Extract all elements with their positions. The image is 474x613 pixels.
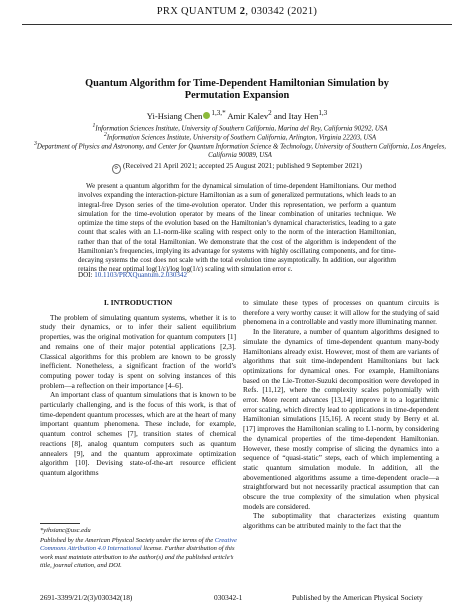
author-name: Amir Kalev [227,110,269,121]
doi-line [78,271,187,279]
affiliation-number: 2 [103,132,107,138]
abstract [78,182,396,275]
author-superscript: 1,3 [318,109,328,117]
dates-text: (Received 21 April 2021; accepted 25 August 2021; published 9 September 2021) [123,161,362,170]
author-conjunction: and [273,110,287,121]
license-text: Published by the American Physical Society under the terms of the [40,537,215,545]
check-for-updates-icon[interactable]: ⟳ [112,164,121,174]
license-link[interactable]: Creative Commons Attribution 4.0 International [40,537,237,553]
running-header [0,6,474,17]
header-rule [22,24,452,25]
license-note [40,537,238,570]
article-number: , 030342 (2021) [245,6,318,17]
paragraph: In the literature, a number of quantum algorithms designed to simulate the dynamics of time-dependent quantum many-body Hamiltonians already exist. However, most of them are variants of algorithms that suit time-independent Hamiltonians but lack optimizations for dynamical ones. For example, Hamiltonians based on the Lie-Trotter-Suzuki decomposition were developed in Refs. [11,12], where the complexity scales polynomially with error. More recent advances [13,14] improve it to a logarithmic error scaling, which directly lead to applications in time-dependent Hamiltonian simulations [15,16]. A recent study by Berry et al. [17] improves the Hamiltonian scaling to L1-norm, by considering the dynamical properties of the time-dependent Hamiltonian. However, these mostly comprise of slicing the dynamics into a sequence of “quasi-static” steps, each of which implementing a static quantum simulation module. In addition, all the abovementioned algorithms assume a time-dependent oracle—a straightforward but not necessarily practical assumption that can obscure the true complexity of the simulation when physical models are considered. [243,327,439,511]
affiliation-text: Information Sciences Institute, University of Southern California, Arlington, Virginia 22203, USA [106,134,377,142]
paragraph: The problem of simulating quantum systems, whether it is to study their dynamics, or to infer their salient equilibrium properties, was the original motivation for quantum computers [1] and remains one of their major potential applications [2,3]. Classical algorithms for this problem are known to be grossly inefficient. Nonetheless, a significant fraction of the world’s computing power today is spent on solving instances of this problem—a reflection on their importance [4–6]. [40,312,236,390]
author-superscript: 1,3,* [211,109,226,117]
affiliation-text: Information Sciences Institute, University of Southern California, Marina del Rey, California 90292, USA [95,125,388,133]
left-column [40,298,236,478]
publisher-note: Published by the American Physical Society [292,593,423,602]
section-heading: I. INTRODUCTION [103,298,173,307]
corresponding-email[interactable]: *yihsianc@usc.edu [40,527,91,534]
publication-dates [0,161,474,174]
orcid-icon[interactable] [203,112,210,119]
journal-volume: 2 [239,6,246,17]
doi-prefix: DOI: [78,271,95,279]
author-list [0,108,474,122]
right-column [243,298,439,531]
paragraph: to simulate these types of processes on quantum circuits is therefore a very worthy cause: it will allow for the studying of said phenomena in a controllable and vastly more illuminating manner. [243,298,439,327]
abstract-text: We present a quantum algorithm for the dynamical simulation of time-dependent Hamiltonians. Our method involves expanding the interaction-picture Hamiltonian as a sum of generalized permutations, which leads to an integral-free Dyson series of the time-evolution operator. Under this representation, we perform a quantum simulation for the time-evolution operator by means of the linear combination of unitaries technique. We optimize the time steps of the evolution based on the Hamiltonian’s dynamical characteristics, leading to a gate count that scales with an L1-norm-like scaling with respect only to the norm of the interaction Hamiltonian, rather than that of the total Hamiltonian. We demonstrate that the cost of the algorithm is independent of the Hamiltonian’s frequencies, implying its advantage for systems with highly oscillating components, and for time-decaying systems the cost does not scale with the total evolution time asymptotically. In addition, our algorithm retains the near optimal log(1/ε)/log log(1/ε) scaling with simulation error ε. [78,182,396,274]
license-text: license. Further distribution of this work must maintain attribution to the author(s) and the published article’s title, journal citation, and DOI. [40,545,235,569]
affiliation-text: Department of Physics and Astronomy, and Center for Quantum Information Science & Technology, University of Southern California, Los Angeles, California 90089, USA [36,143,447,159]
paragraph: The suboptimality that characterizes existing quantum algorithms can be attributed mainly to the fact that the [243,511,439,531]
footnote-rule [40,523,80,524]
author-name: Yi-Hsiang Chen [146,110,203,121]
affiliation [30,140,450,160]
paper-title: Quantum Algorithm for Time-Dependent Hamiltonian Simulation by Permutation Expansion [85,78,389,101]
page-number: 030342-1 [214,593,243,602]
footer-issn: 2691-3399/21/2(3)/030342(18) [40,593,133,602]
paragraph: An important class of quantum simulations that is known to be particularly challenging, and is the focus of this work, is that of time-dependent quantum processes, which are at the heart of many important quantum phenomena. These include, for example, quantum control schemes [7], transition states of chemical reactions [8], analog quantum computers such as quantum annealers [9], and the quantum approximate optimization algorithm [10]. Devising state-of-the-art resource efficient quantum algorithms [40,390,236,477]
affiliation-number: 1 [92,123,96,129]
footnotes [40,527,238,572]
doi-link[interactable]: 10.1103/PRXQuantum.2.030342 [94,271,187,279]
affiliation-number: 3 [33,141,37,147]
author-name: Itay Hen [288,110,319,121]
author-superscript: 2 [268,109,272,117]
journal-name: PRX QUANTUM [156,6,237,17]
